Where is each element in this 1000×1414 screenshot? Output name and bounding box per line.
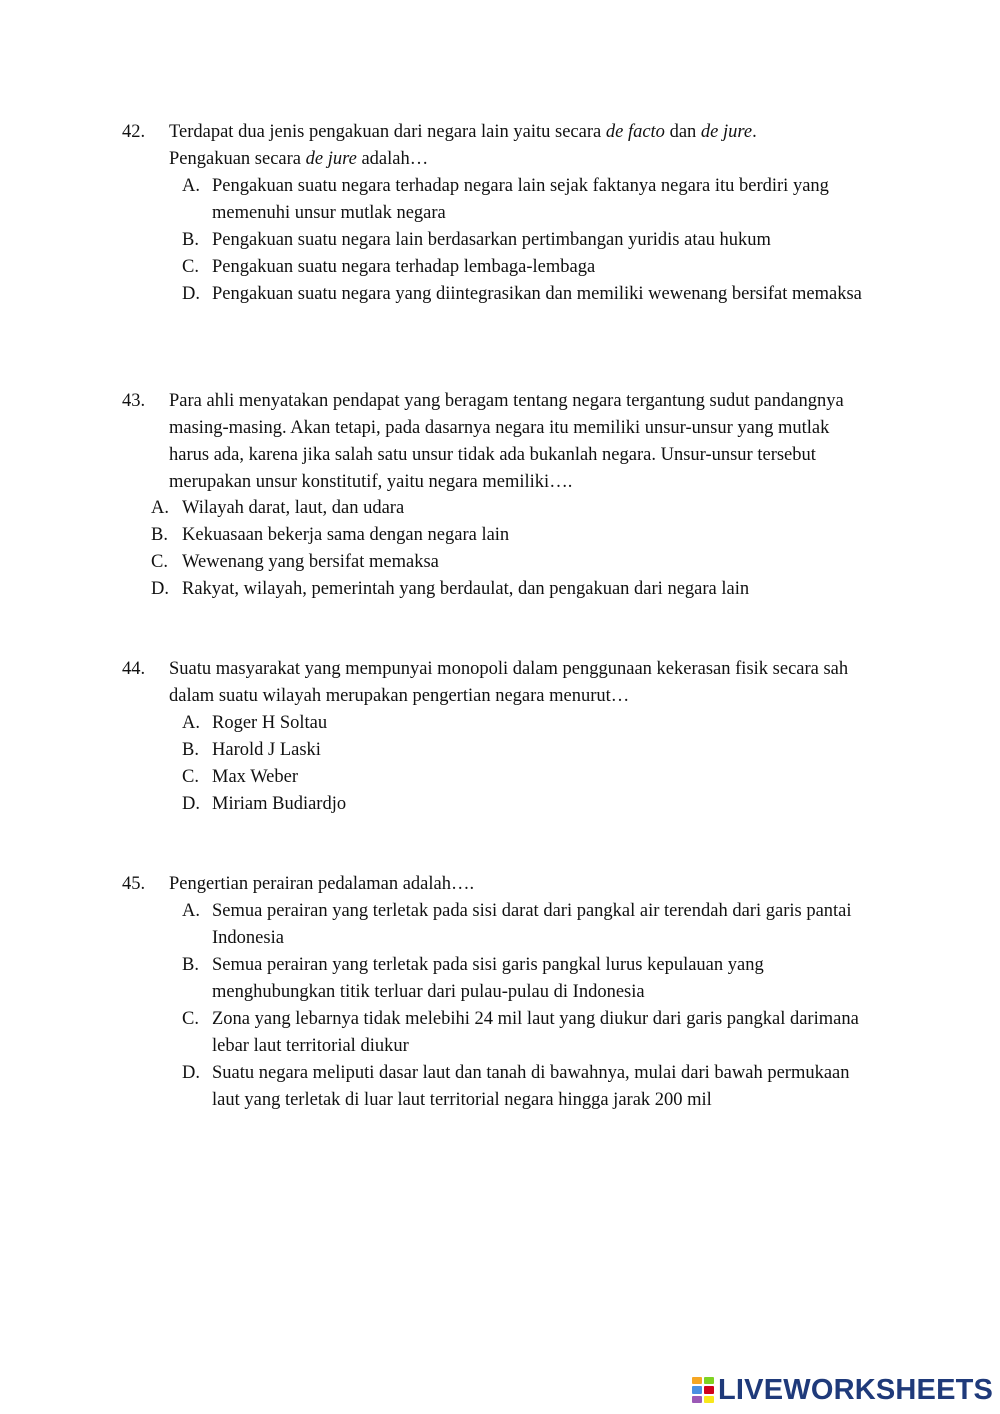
question-stem	[169, 119, 889, 173]
option-letter: A.	[182, 901, 200, 921]
option-text: Miriam Budiardjo	[212, 794, 347, 814]
option-text: Zona yang lebarnya tidak melebihi 24 mil laut yang diukur dari garis pangkal darimana lebar laut territorial diukur	[212, 1009, 859, 1056]
stem-text: Para ahli menyatakan pendapat yang beragam tentang negara tergantung sudut pandangnya masing-masing. Akan tetapi, pada dasarnya negara itu memiliki unsur-unsur yang mutlak harus ada, karena jika salah satu unsur tidak ada bukanlah negara. Unsur-unsur tersebut merupakan unsur konstitutif, yaitu negara memiliki….	[169, 391, 844, 492]
option-letter: A.	[151, 498, 169, 518]
stem-text: Terdapat dua jenis pengakuan dari negara lain yaitu secara	[169, 122, 606, 142]
stem-italic: de jure	[700, 122, 753, 142]
option-text: Semua perairan yang terletak pada sisi darat dari pangkal air terendah dari garis pantai Indonesia	[212, 901, 852, 948]
option-text: Wilayah darat, laut, dan udara	[182, 498, 405, 518]
option-a	[0, 898, 1000, 952]
option-d	[0, 576, 1000, 603]
stem-italic: de jure	[305, 149, 357, 169]
question-stem	[169, 388, 864, 496]
stem-text: Suatu masyarakat yang mempunyai monopoli dalam penggunaan kekerasan fisik secara sah dalam suatu wilayah merupakan pengertian negara menurut…	[169, 659, 849, 706]
option-text: Pengakuan suatu negara lain berdasarkan pertimbangan yuridis atau hukum	[212, 230, 771, 250]
option-letter: B.	[182, 230, 199, 250]
option-list	[0, 898, 1000, 1114]
question-number: 44.	[122, 659, 146, 679]
option-letter: C.	[182, 257, 199, 277]
stem-text: .	[752, 122, 757, 142]
option-a	[0, 495, 1000, 522]
question-stem	[169, 656, 884, 710]
option-b	[0, 952, 1000, 1006]
option-d	[0, 791, 1000, 818]
question-number: 43.	[122, 391, 146, 411]
stem-text: Pengertian perairan pedalaman adalah….	[169, 874, 475, 894]
option-text: Pengakuan suatu negara yang diintegrasikan dan memiliki wewenang bersifat memaksa	[212, 284, 862, 304]
stem-italic: de facto	[605, 122, 665, 142]
option-text: Semua perairan yang terletak pada sisi garis pangkal lurus kepulauan yang menghubungkan titik terluar dari pulau-pulau di Indonesia	[212, 955, 764, 1002]
option-text: Max Weber	[212, 767, 299, 787]
option-d	[0, 281, 1000, 308]
stem-text: Pengakuan secara	[169, 149, 306, 169]
question-number: 42.	[122, 122, 146, 142]
option-text: Wewenang yang bersifat memaksa	[182, 552, 439, 572]
option-letter: A.	[182, 713, 200, 733]
option-letter: B.	[182, 955, 199, 975]
option-letter: D.	[182, 794, 200, 814]
option-letter: C.	[151, 552, 168, 572]
option-letter: C.	[182, 767, 199, 787]
option-list	[0, 710, 1000, 818]
option-text: Pengakuan suatu negara terhadap lembaga-lembaga	[212, 257, 596, 277]
stem-text: dan	[664, 122, 701, 142]
option-letter: A.	[182, 176, 200, 196]
option-text: Roger H Soltau	[212, 713, 328, 733]
option-c	[0, 764, 1000, 791]
option-a	[0, 173, 1000, 227]
option-c	[0, 254, 1000, 281]
option-letter: D.	[182, 284, 200, 304]
option-text: Rakyat, wilayah, pemerintah yang berdaulat, dan pengakuan dari negara lain	[182, 579, 750, 599]
option-list	[0, 173, 1000, 308]
logo-text: LIVEWORKSHEETS	[718, 1374, 994, 1406]
option-text: Harold J Laski	[212, 740, 321, 760]
logo-grid-icon	[692, 1377, 714, 1403]
option-letter: D.	[151, 579, 169, 599]
option-a	[0, 710, 1000, 737]
option-list	[0, 495, 1000, 603]
option-b	[0, 227, 1000, 254]
stem-text: adalah…	[356, 149, 429, 169]
option-letter: C.	[182, 1009, 199, 1029]
liveworksheets-logo[interactable]	[692, 1374, 993, 1406]
option-text: Pengakuan suatu negara terhadap negara lain sejak faktanya negara itu berdiri yang memenuhi unsur mutlak negara	[212, 176, 829, 223]
question-number: 45.	[122, 874, 146, 894]
option-letter: B.	[182, 740, 199, 760]
option-letter: B.	[151, 525, 168, 545]
option-b	[0, 737, 1000, 764]
option-text: Suatu negara meliputi dasar laut dan tanah di bawahnya, mulai dari bawah permukaan laut yang terletak di luar laut territorial negara hingga jarak 200 mil	[212, 1063, 850, 1110]
option-letter: D.	[182, 1063, 200, 1083]
option-text: Kekuasaan bekerja sama dengan negara lain	[182, 525, 510, 545]
option-c	[0, 549, 1000, 576]
option-d	[0, 1060, 1000, 1114]
question-stem	[169, 871, 889, 898]
option-c	[0, 1006, 1000, 1060]
option-b	[0, 522, 1000, 549]
